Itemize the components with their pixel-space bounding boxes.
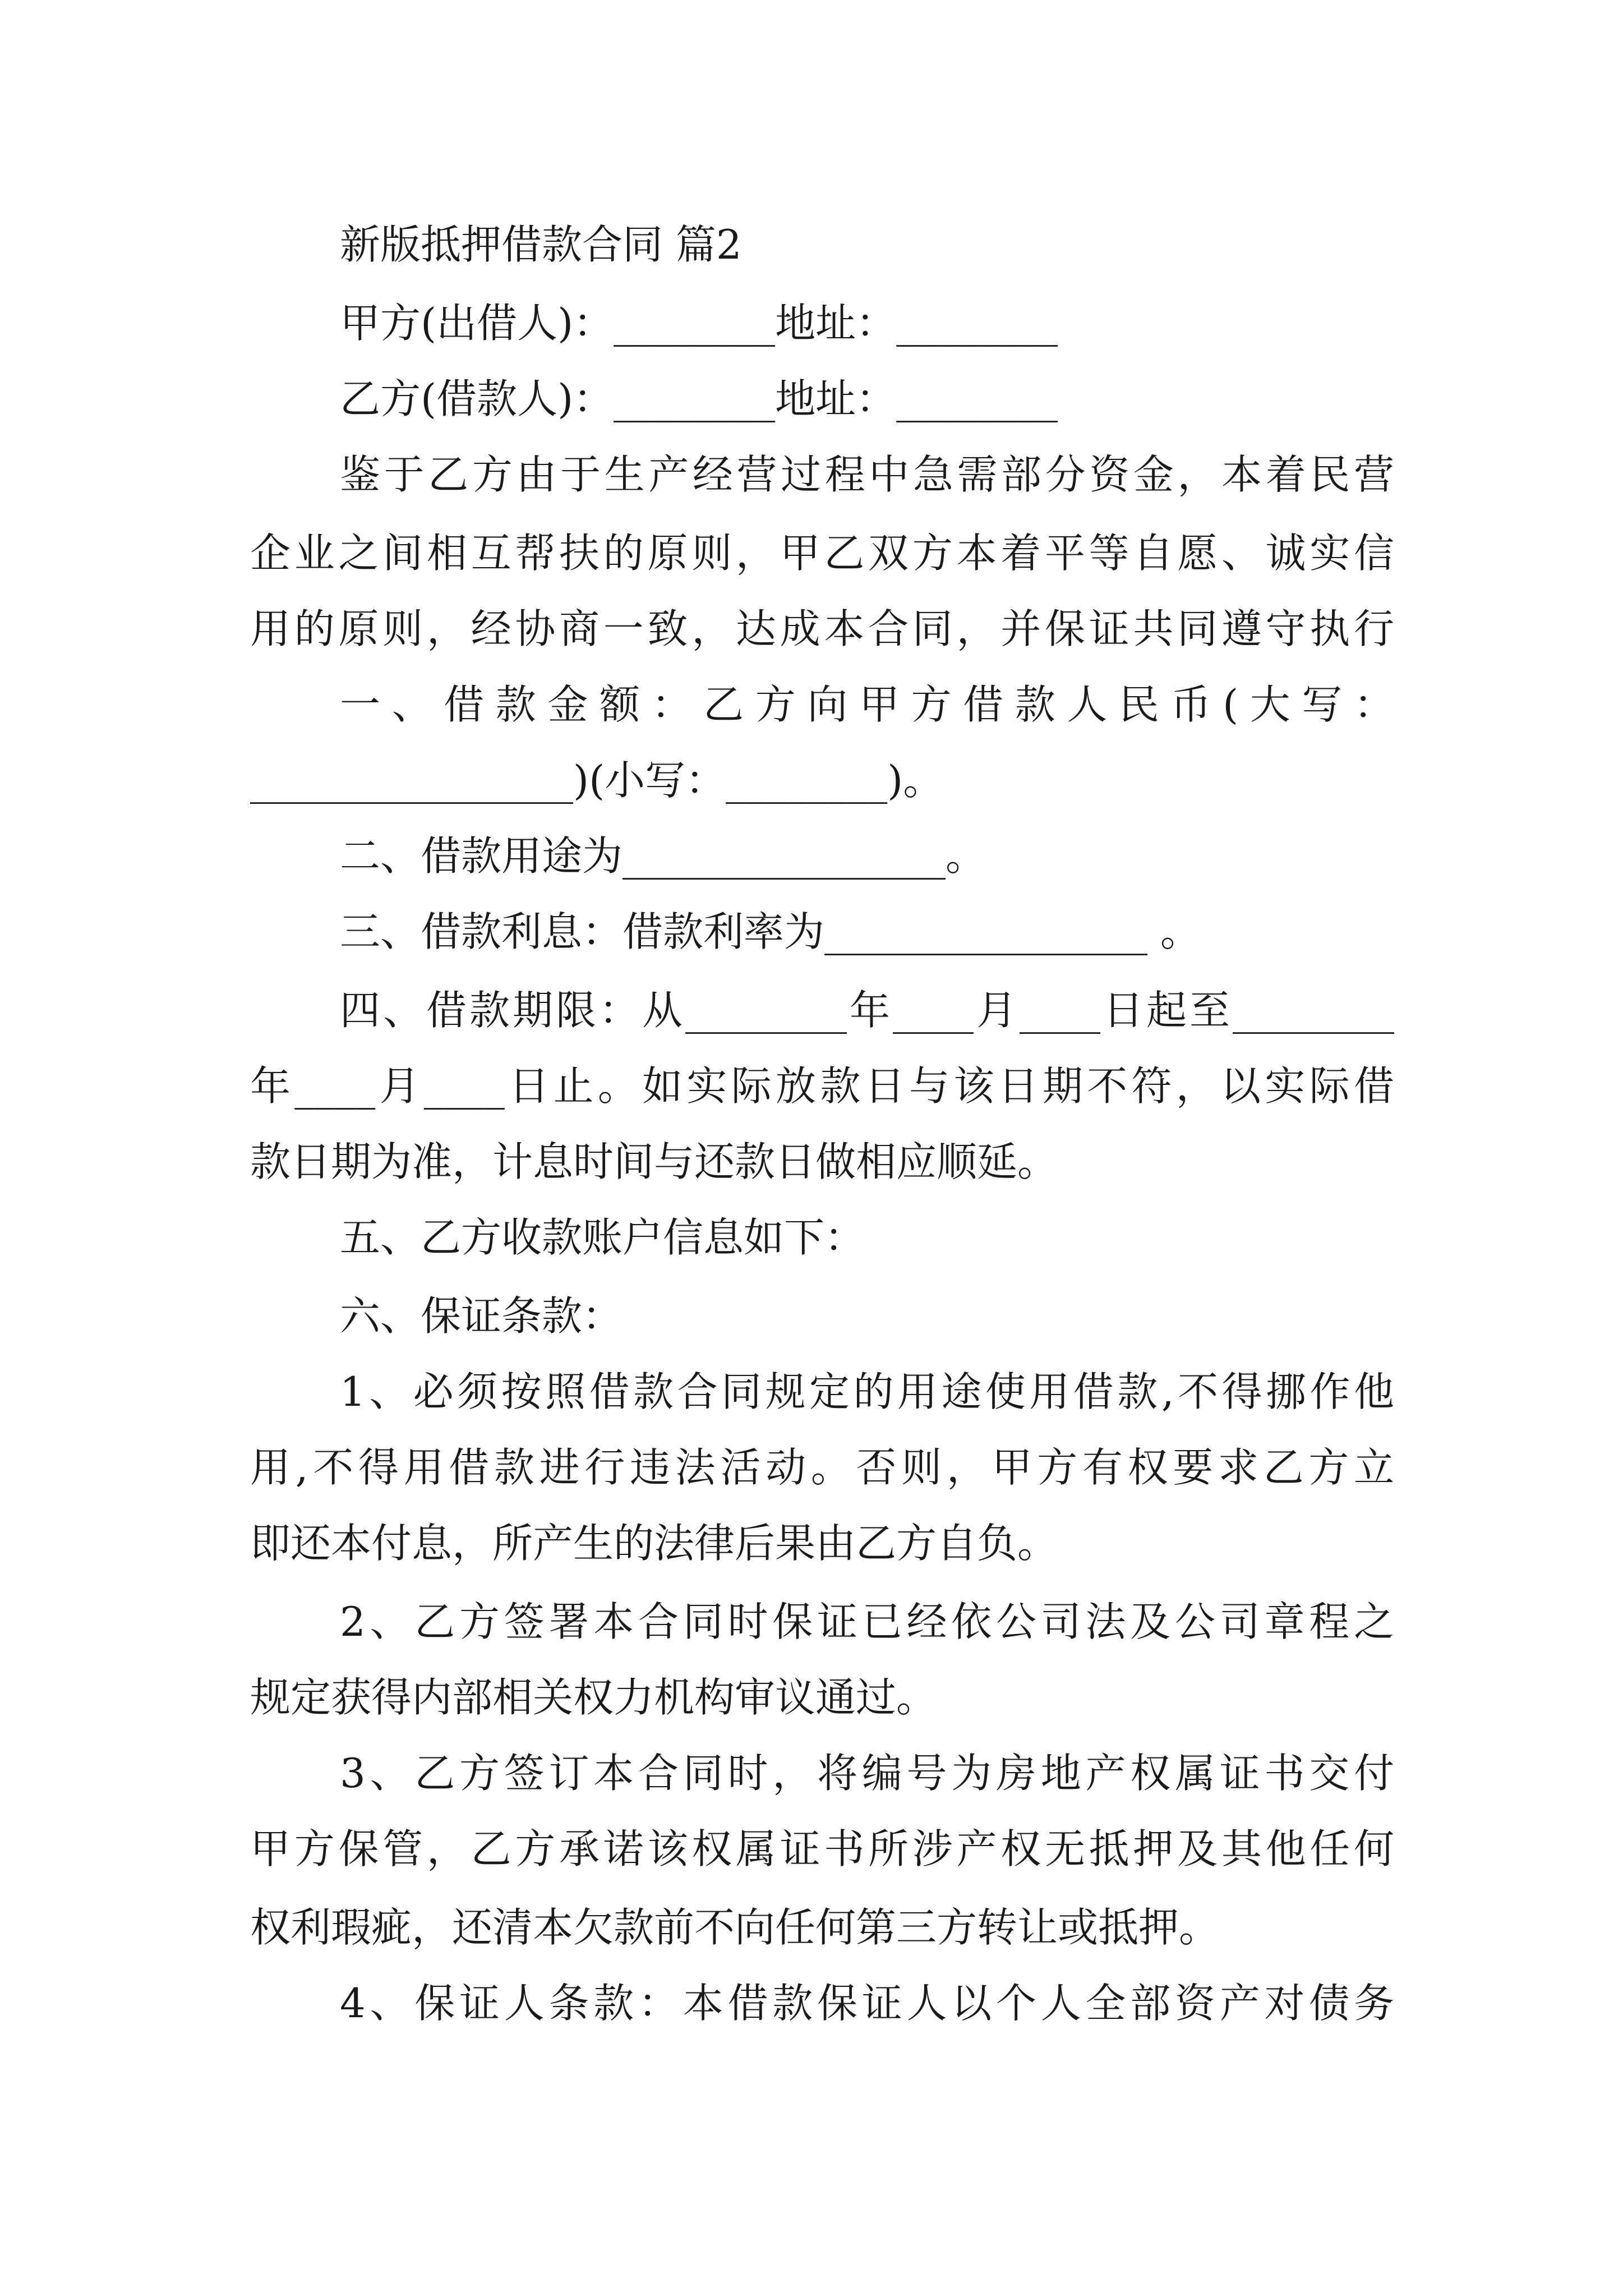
clause-1-line: ________________)(小写：________)。 <box>250 757 944 804</box>
paragraph-line: 用的原则，经协商一致，达成本合同，并保证共同遵守执行 <box>250 605 1394 652</box>
guarantee-3-line: 权利瑕疵，还清本欠款前不向任何第三方转让或抵押。 <box>250 1904 1220 1951</box>
clause-6-heading: 六、保证条款： <box>340 1292 623 1340</box>
clause-5-line: 五、乙方收款账户信息如下： <box>340 1214 865 1261</box>
party-b-line: 乙方(借款人)：________地址：________ <box>340 375 1058 422</box>
clause-4-line: 年____月____日止。如实际放款日与该日期不符，以实际借 <box>250 1062 1394 1110</box>
guarantee-1-line: 1、必须按照借款合同规定的用途使用借款,不得挪作他 <box>340 1368 1394 1415</box>
party-a-line: 甲方(出借人)：________地址：________ <box>340 300 1058 347</box>
guarantee-4-line: 4、保证人条款：本借款保证人以个人全部资产对债务 <box>340 1980 1394 2027</box>
clause-1-line: 一、借款金额：乙方向甲方借款人民币(大写： <box>340 681 1394 728</box>
guarantee-2-line: 2、乙方签署本合同时保证已经依公司法及公司章程之 <box>340 1598 1394 1645</box>
guarantee-1-line: 用,不得用借款进行违法活动。否则，甲方有权要求乙方立 <box>250 1444 1394 1491</box>
paragraph-line: 企业之间相互帮扶的原则，甲乙双方本着平等自愿、诚实信 <box>250 530 1394 577</box>
guarantee-1-line: 即还本付息，所产生的法律后果由乙方自负。 <box>250 1520 1058 1567</box>
guarantee-3-line: 甲方保管，乙方承诺该权属证书所涉产权无抵押及其他任何 <box>250 1825 1394 1872</box>
guarantee-3-line: 3、乙方签订本合同时，将编号为房地产权属证书交付 <box>340 1750 1394 1797</box>
clause-2-line: 二、借款用途为________________。 <box>340 832 986 880</box>
guarantee-2-line: 规定获得内部相关权力机构审议通过。 <box>250 1674 937 1721</box>
clause-3-line: 三、借款利息：借款利率为________________ 。 <box>340 908 1201 955</box>
clause-4-line: 款日期为准，计息时间与还款日做相应顺延。 <box>250 1138 1058 1185</box>
paragraph-line: 鉴于乙方由于生产经营过程中急需部分资金，本着民营 <box>340 451 1394 498</box>
document-title: 新版抵押借款合同 篇2 <box>340 221 742 268</box>
clause-4-line: 四、借款期限：从________年____月____日起至________ <box>340 987 1394 1034</box>
